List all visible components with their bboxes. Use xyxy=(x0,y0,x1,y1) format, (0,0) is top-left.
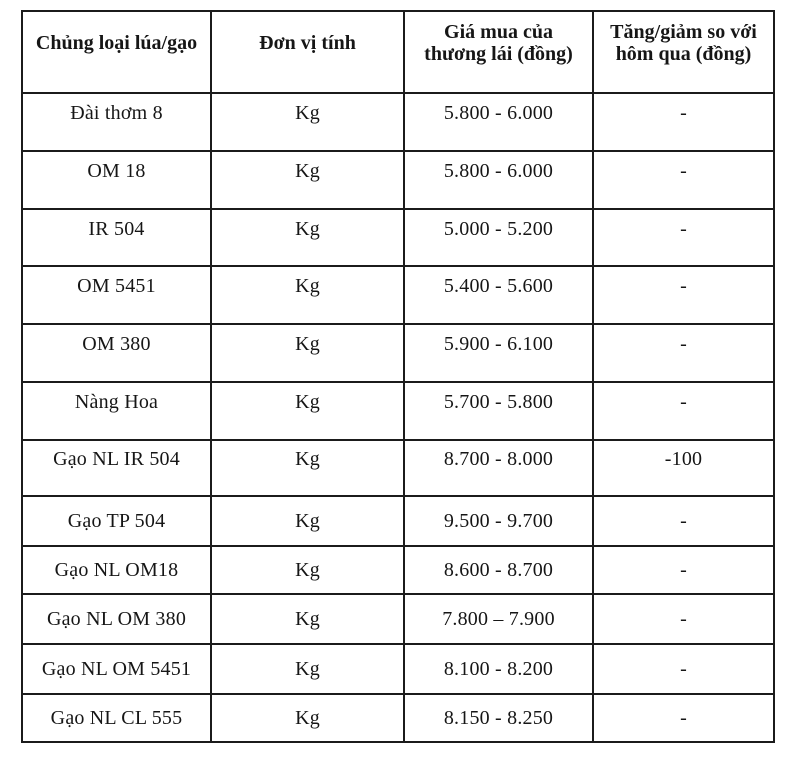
cell-change: - xyxy=(593,594,774,644)
header-unit-line1: Đơn vị tính xyxy=(259,32,356,54)
cell-variety: OM 18 xyxy=(22,151,211,209)
cell-change: - xyxy=(593,324,774,382)
header-variety-line1: Chủng loại lúa/gạo xyxy=(35,32,198,54)
cell-variety: Gạo NL OM 5451 xyxy=(22,644,211,694)
table-row xyxy=(22,266,774,324)
table-row xyxy=(22,93,774,151)
cell-variety: Gạo TP 504 xyxy=(22,496,211,546)
cell-change: - xyxy=(593,93,774,151)
header-change-line2: hôm qua (đồng) xyxy=(615,43,752,65)
table-row xyxy=(22,644,774,694)
cell-variety: Gạo NL OM18 xyxy=(22,546,211,594)
table-row xyxy=(22,382,774,440)
cell-price: 5.400 - 5.600 xyxy=(404,266,593,324)
cell-change: - xyxy=(593,266,774,324)
cell-change: - xyxy=(593,209,774,266)
cell-unit: Kg xyxy=(211,546,404,594)
rice-price-table xyxy=(21,10,775,743)
header-price-line2: thương lái (đồng) xyxy=(424,43,573,65)
cell-variety: Đài thơm 8 xyxy=(22,93,211,151)
cell-price: 7.800 – 7.900 xyxy=(404,594,593,644)
table-row xyxy=(22,151,774,209)
cell-unit: Kg xyxy=(211,266,404,324)
cell-price: 5.800 - 6.000 xyxy=(404,93,593,151)
cell-change: - xyxy=(593,151,774,209)
cell-unit: Kg xyxy=(211,594,404,644)
cell-unit: Kg xyxy=(211,694,404,742)
column-header-unit xyxy=(211,11,404,93)
cell-unit: Kg xyxy=(211,151,404,209)
cell-unit: Kg xyxy=(211,382,404,440)
table-row xyxy=(22,440,774,496)
table-row xyxy=(22,324,774,382)
table-row xyxy=(22,546,774,594)
cell-price: 5.700 - 5.800 xyxy=(404,382,593,440)
cell-unit: Kg xyxy=(211,93,404,151)
cell-variety: OM 5451 xyxy=(22,266,211,324)
column-header-variety xyxy=(22,11,211,93)
column-header-change xyxy=(593,11,774,93)
cell-unit: Kg xyxy=(211,644,404,694)
cell-price: 9.500 - 9.700 xyxy=(404,496,593,546)
cell-change: - xyxy=(593,546,774,594)
cell-price: 5.000 - 5.200 xyxy=(404,209,593,266)
cell-change: - xyxy=(593,496,774,546)
cell-change: - xyxy=(593,382,774,440)
cell-variety: Gạo NL CL 555 xyxy=(22,694,211,742)
table-row xyxy=(22,694,774,742)
cell-unit: Kg xyxy=(211,440,404,496)
table-row xyxy=(22,496,774,546)
cell-price: 8.100 - 8.200 xyxy=(404,644,593,694)
cell-variety: IR 504 xyxy=(22,209,211,266)
cell-variety: Nàng Hoa xyxy=(22,382,211,440)
column-header-price xyxy=(404,11,593,93)
table-row xyxy=(22,594,774,644)
cell-price: 5.900 - 6.100 xyxy=(404,324,593,382)
cell-unit: Kg xyxy=(211,209,404,266)
cell-price: 8.700 - 8.000 xyxy=(404,440,593,496)
table-row xyxy=(22,209,774,266)
cell-unit: Kg xyxy=(211,496,404,546)
cell-unit: Kg xyxy=(211,324,404,382)
cell-change: -100 xyxy=(593,440,774,496)
cell-variety: OM 380 xyxy=(22,324,211,382)
header-row xyxy=(22,11,774,93)
cell-price: 8.600 - 8.700 xyxy=(404,546,593,594)
cell-variety: Gạo NL OM 380 xyxy=(22,594,211,644)
cell-change: - xyxy=(593,644,774,694)
cell-price: 8.150 - 8.250 xyxy=(404,694,593,742)
cell-change: - xyxy=(593,694,774,742)
cell-variety: Gạo NL IR 504 xyxy=(22,440,211,496)
header-price-line1: Giá mua của xyxy=(444,21,553,43)
header-change-line1: Tăng/giảm so với xyxy=(610,21,757,43)
cell-price: 5.800 - 6.000 xyxy=(404,151,593,209)
